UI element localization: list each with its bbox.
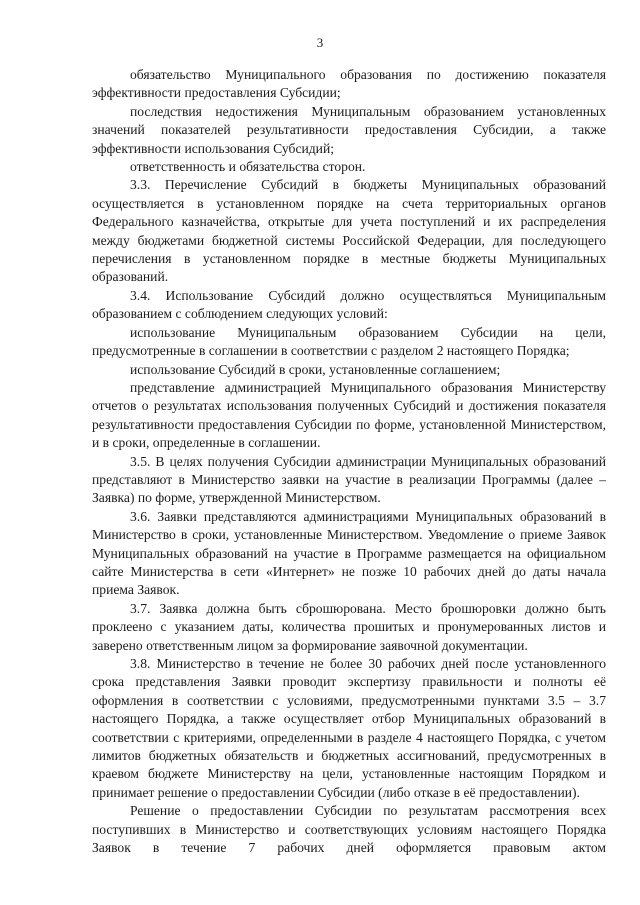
paragraph: 3.6. Заявки представляются администрациями Муниципальных образований в Министерство в сроки, установленные Министерством. Уведомление о приеме Заявок Муниципальных образований на участие в Программе размещается на официальном сайте Министерства в сети «Интернет» не позже 10 рабочих дней до даты начала приема Заявок.	[92, 508, 606, 598]
paragraph: ответственность и обязательства сторон.	[130, 159, 366, 175]
document-body	[92, 66, 606, 857]
paragraph: последствия недостижения Муниципальным образованием установленных значений показателей результативности предоставления Субсидии, а также эффективности использования Субсидий;	[92, 103, 606, 156]
paragraph: использование Муниципальным образованием Субсидии на цели, предусмотренные в соглашении в соответствии с разделом 2 настоящего Порядка;	[92, 324, 606, 359]
paragraph: 3.8. Министерство в течение не более 30 рабочих дней после установленного срока представления Заявки проводит экспертизу правильности и полноты её оформления в соответствии с условиями, предусмотренными пунктами 3.5 – 3.7 настоящего Порядка, а также осуществляет отбор Муниципальных образований в соответствии с критериями, определенными в разделе 4 настоящего Порядка, с учетом лимитов бюджетных обязательств и бюджетных ассигнований, предусмотренных в краевом бюджете Министерству на цели, установленные настоящим Порядком и принимает решение о предоставлении Субсидии (либо отказе в её предоставлении).	[92, 656, 606, 800]
paragraph: 3.4. Использование Субсидий должно осуществляться Муниципальным образованием с соблюдением следующих условий:	[92, 287, 606, 322]
paragraph: представление администрацией Муниципального образования Министерству отчетов о результатах использования полученных Субсидий и достижения показателя результативности предоставления Субсидии по форме, установленной Министерством, и в сроки, определенные в соглашении.	[92, 379, 606, 451]
paragraph: обязательство Муниципального образования по достижению показателя эффективности предоставления Субсидии;	[92, 67, 606, 101]
paragraph: использование Субсидий в сроки, установленные соглашением;	[130, 361, 501, 377]
paragraph: 3.3. Перечисление Субсидий в бюджеты Муниципальных образований осуществляется в установленном порядке на счета территориальных органов Федерального казначейства, открытые для учета поступлений и их распределения между бюджетами бюджетной системы Российской Федерации, для последующего перечисления в установленном порядке в местные бюджеты Муниципальных образований.	[92, 177, 606, 285]
page-number: 3	[316, 35, 324, 50]
paragraph: Решение о предоставлении Субсидии по результатам рассмотрения всех поступивших в Министерство и соответствующих условиям настоящего Порядка Заявок в течение 7 рабочих дней оформляется правовым актом	[92, 803, 606, 856]
paragraph: 3.7. Заявка должна быть сброшюрована. Место брошюровки должно быть проклеено с указанием даты, количества прошитых и пронумерованных листов и заверено ответственным лицом за формирование заявочной документации.	[92, 600, 606, 653]
paragraph: 3.5. В целях получения Субсидии администрации Муниципальных образований представляют в Министерство заявки на участие в реализации Программы (далее – Заявка) по форме, утвержденной Министерством.	[92, 453, 606, 506]
